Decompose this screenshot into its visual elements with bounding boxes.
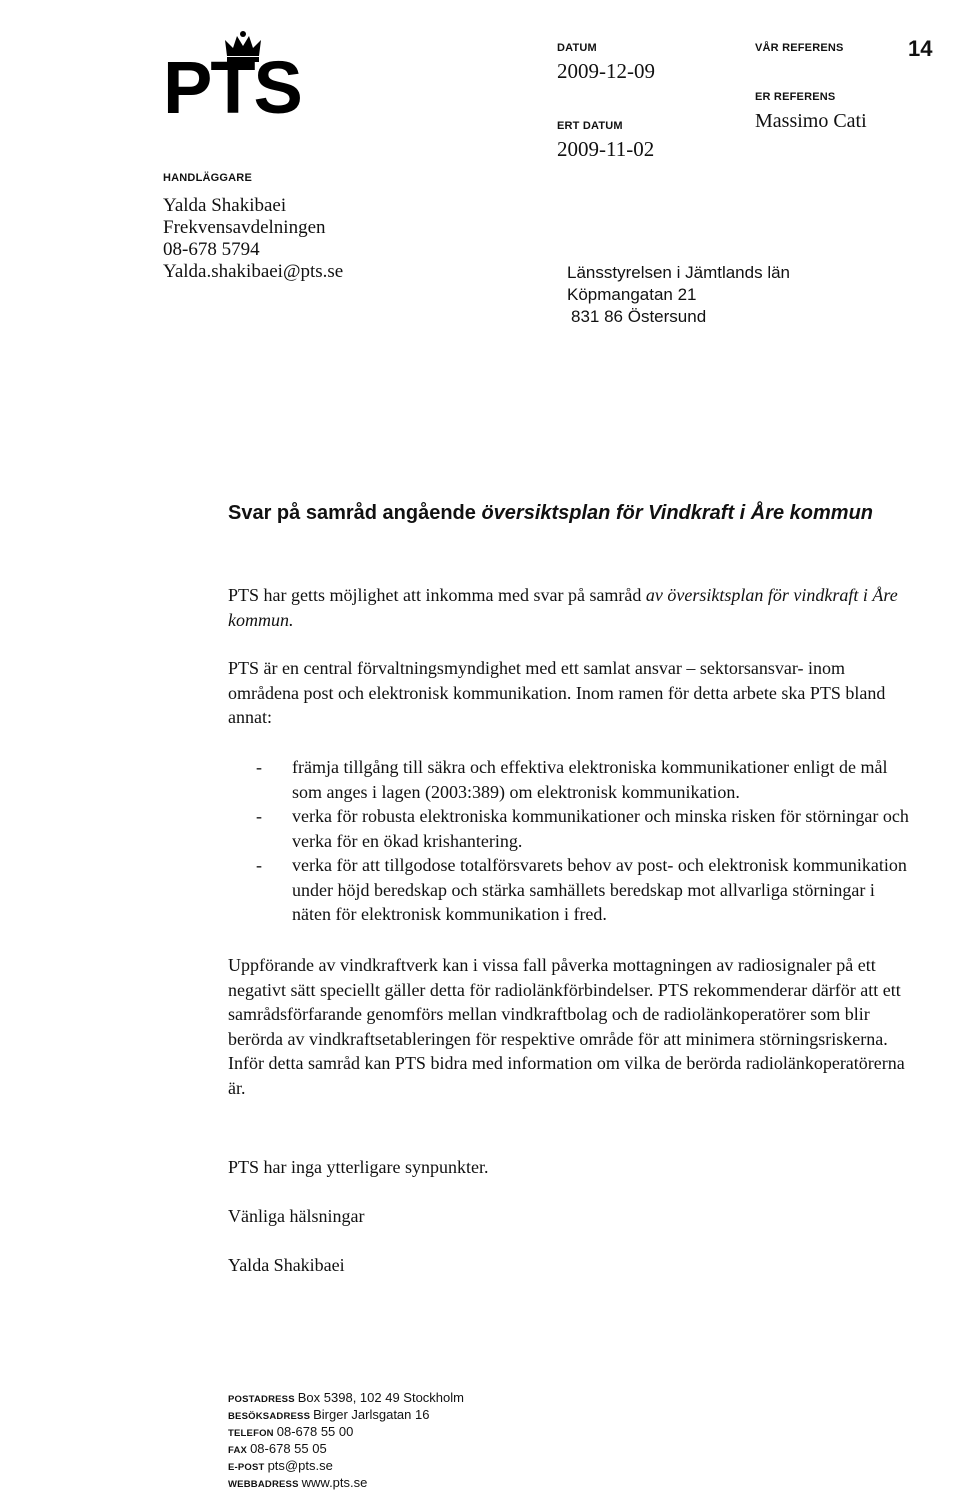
paragraph-closing: PTS har inga ytterligare synpunkter.	[228, 1157, 489, 1177]
footer-value: 08-678 55 00	[276, 1424, 354, 1439]
handlaggare-phone: 08-678 5794	[163, 239, 260, 260]
subject-heading	[228, 500, 908, 526]
er-referens-value: Massimo Cati	[755, 110, 867, 132]
intro-text: PTS har getts möjlighet att inkomma med svar på samråd	[228, 585, 646, 605]
footer-epost	[228, 1458, 333, 1477]
paragraph-intro	[228, 583, 908, 632]
footer-label: BESÖKSADRESS	[228, 1411, 311, 1422]
footer-telefon	[228, 1424, 353, 1443]
greeting: Vänliga hälsningar	[228, 1206, 365, 1226]
footer-value: Box 5398, 102 49 Stockholm	[297, 1390, 464, 1405]
ert-datum-value: 2009-11-02	[557, 137, 655, 161]
er-referens-label: ER REFERENS	[755, 91, 836, 103]
footer-label: FAX	[228, 1445, 248, 1456]
handlaggare-name: Yalda Shakibaei	[163, 195, 287, 216]
intro-italic: av översiktsplan för vindkraft i Åre kommun.	[228, 585, 898, 630]
handlaggare-email: Yalda.shakibaei@pts.se	[163, 261, 344, 282]
handlaggare-department: Frekvensavdelningen	[163, 217, 326, 238]
footer-postadress	[228, 1390, 464, 1409]
pts-logo	[163, 30, 333, 140]
ert-datum-label: ERT DATUM	[557, 120, 623, 132]
footer-webbadress	[228, 1475, 367, 1494]
task-list	[256, 755, 916, 927]
footer-value: 08-678 55 05	[250, 1441, 327, 1456]
footer-value: pts@pts.se	[267, 1458, 333, 1473]
footer-fax	[228, 1441, 327, 1460]
subject-italic: översiktsplan för Vindkraft i Åre kommun	[481, 502, 874, 524]
signature: Yalda Shakibaei	[228, 1255, 345, 1275]
datum-value: 2009-12-09	[557, 59, 655, 83]
footer-besoksadress	[228, 1407, 429, 1426]
recipient-city: 831 86 Östersund	[571, 307, 707, 326]
footer-label: E-POST	[228, 1462, 265, 1473]
handlaggare-block	[163, 195, 343, 283]
list-item: - verka för robusta elektroniska kommunikationer och minska risken för störningar och verka för en ökad krishantering.	[256, 804, 916, 853]
footer-label: WEBBADRESS	[228, 1479, 299, 1490]
list-item: - verka för att tillgodose totalförsvarets behov av post- och elektronisk kommunikation under höjd beredskap och stärka samhällets beredskap mot allvarliga störningar i näten för elektronisk kommunikation i fred.	[256, 853, 916, 927]
list-item: - främja tillgång till säkra och effektiva elektroniska kommunikationer enligt de mål som anges i lagen (2003:389) om elektronisk kommunikation.	[256, 755, 916, 804]
subject-prefix: Svar på samråd angående	[228, 502, 482, 524]
footer-label: POSTADRESS	[228, 1394, 295, 1405]
recipient-address	[567, 262, 790, 328]
recipient-street: Köpmangatan 21	[567, 285, 697, 304]
handlaggare-label: HANDLÄGGARE	[163, 172, 252, 184]
paragraph-windpower: Uppförande av vindkraftverk kan i vissa fall påverka mottagningen av radiosignaler på ett negativt sätt speciellt gäller detta för radiolänkförbindelser. PTS rekommenderar därför att ett samrådsförfarande genomförs mellan vindkraftbolag och de radiolänkoperatörer som blir berörda av vindkraftsetableringen för respektive område för att minimera störningsriskerna. Inför detta samråd kan PTS bidra med information om vilka de berörda radiolänkoperatörerna är.	[228, 955, 905, 1098]
footer-value: www.pts.se	[301, 1475, 368, 1490]
var-referens-label: VÅR REFERENS	[755, 42, 844, 54]
page-number: 14	[908, 36, 933, 61]
paragraph-mandate: PTS är en central förvaltningsmyndighet med ett samlat ansvar – sektorsansvar- inom områdena post och elektronisk kommunikation. Inom ramen för detta arbete ska PTS bland annat:	[228, 658, 886, 727]
logo-text: PTS	[163, 46, 301, 129]
footer-value: Birger Jarlsgatan 16	[313, 1407, 430, 1422]
recipient-name: Länsstyrelsen i Jämtlands län	[567, 263, 791, 282]
datum-label: DATUM	[557, 42, 597, 54]
footer-label: TELEFON	[228, 1428, 274, 1439]
